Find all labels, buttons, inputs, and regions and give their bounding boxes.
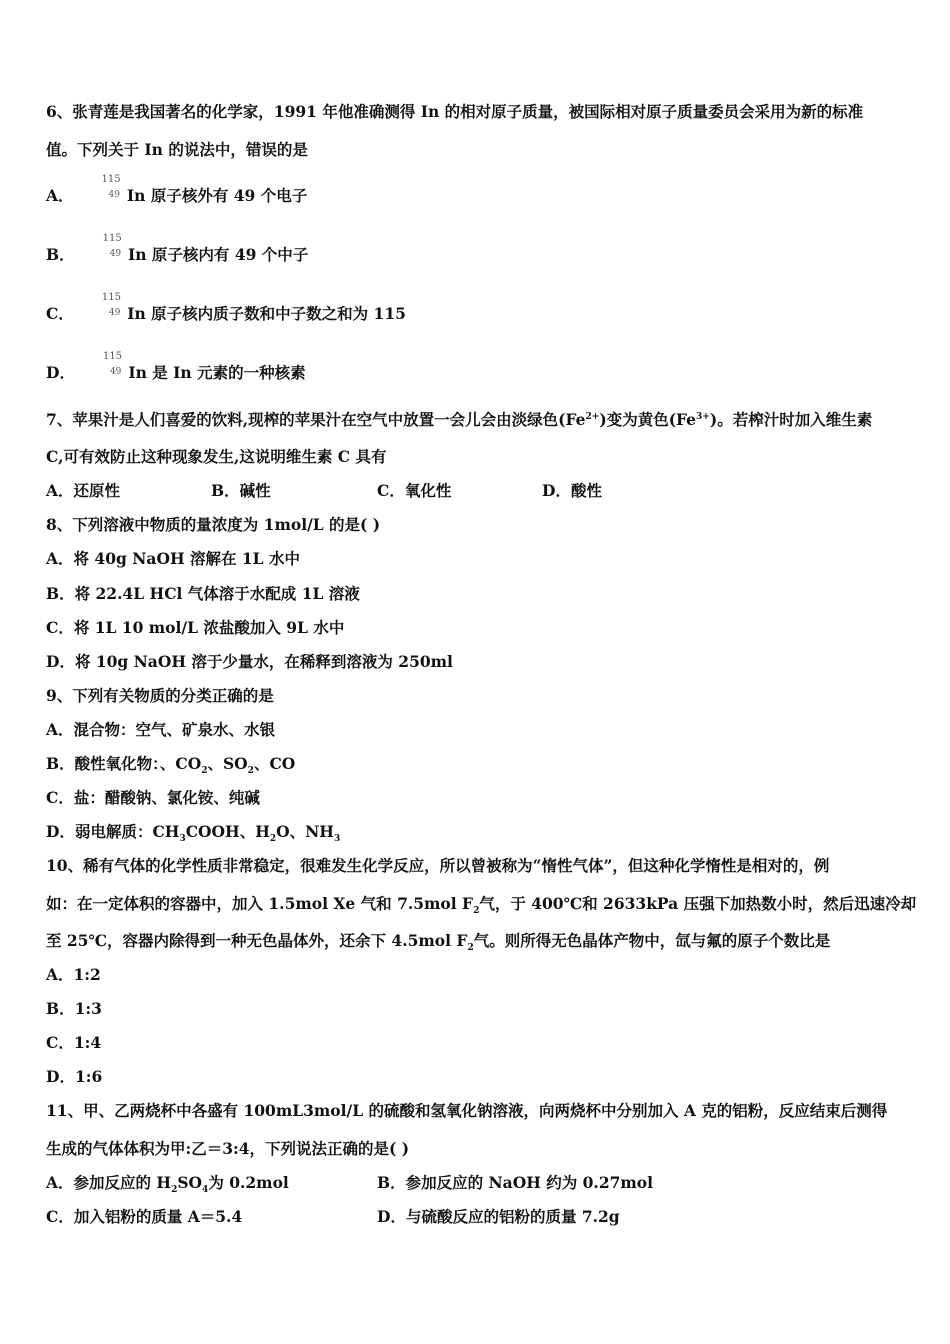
q6-option-b: B． 115 49 In 原子核内有 49 个中子	[46, 233, 309, 264]
q10-option-b: B．1:3	[46, 999, 102, 1018]
q7-option-d: D．酸性	[542, 481, 602, 500]
q8-option-c: C．将 1L 10 mol/L 浓盐酸加入 9L 水中	[46, 618, 345, 637]
q6-option-a: A． 115 49 In 原子核外有 49 个电子	[46, 174, 308, 205]
q8-stem: 8、下列溶液中物质的量浓度为 1mol/L 的是( )	[46, 515, 381, 534]
q7-option-b: B．碱性	[211, 481, 271, 500]
q7-option-a: A．还原性	[46, 481, 121, 500]
q6-stem-line1: 6、张青莲是我国著名的化学家，1991 年他准确测得 In 的相对原子质量，被国际相对原子质量委员会采用为新的标准	[46, 102, 864, 121]
q9-option-b: B．酸性氧化物：、$CO_2$、$SO_2$、CO	[46, 754, 296, 777]
q11-option-a: A．参加反应的 $H_2SO_4$为 0.2mol	[46, 1173, 289, 1196]
q10-option-c: C．1:4	[46, 1033, 102, 1052]
q9-option-c: C．盐：醋酸钠、氯化铵、纯碱	[46, 788, 260, 807]
q6-option-c: C． 115 49 In 原子核内质子数和中子数之和为 115	[46, 292, 406, 323]
nuclide-symbol: 115 49	[101, 174, 121, 200]
q10-option-a: A．1:2	[46, 965, 101, 984]
q11-stem-line1: 11、甲、乙两烧杯中各盛有 100mL3mol/L 的硫酸和氢氧化钠溶液，向两烧杯中分别加入 A 克的铝粉，反应结束后测得	[46, 1101, 888, 1120]
q11-option-b: B．参加反应的 NaOH 约为 0.27mol	[377, 1173, 654, 1192]
q6-stem-line2: 值。下列关于 In 的说法中，错误的是	[46, 140, 308, 159]
q11-option-c: C．加入铝粉的质量 A＝5.4	[46, 1207, 243, 1226]
q10-stem-line2: 如：在一定体积的容器中，加入 1.5mol Xe 气和 7.5mol $F_2$气，于 400℃和 2633kPa 压强下加热数小时，然后迅速冷却	[46, 894, 917, 917]
nuclide-symbol: 115 49	[102, 233, 122, 259]
q9-option-d: D．弱电解质：$CH_3COOH$、$H_2O$、$NH_3$	[46, 822, 341, 845]
q7-stem-line2: C,可有效防止这种现象发生,这说明维生素 C 具有	[46, 447, 387, 466]
nuclide-symbol: 115 49	[101, 292, 121, 318]
q8-option-b: B．将 22.4L HCl 气体溶于水配成 1L 溶液	[46, 584, 360, 603]
q9-option-a: A．混合物：空气、矿泉水、水银	[46, 720, 276, 739]
q8-option-d: D．将 10g NaOH 溶于少量水，在稀释到溶液为 250ml	[46, 652, 453, 671]
q10-stem-line1: 10、稀有气体的化学性质非常稳定，很难发生化学反应，所以曾被称为“惰性气体”，但这种化学惰性是相对的，例	[46, 856, 830, 875]
q6-option-d: D． 115 49 In 是 In 元素的一种核素	[46, 351, 306, 382]
q7-stem-line1: 7、苹果汁是人们喜爱的饮料,现榨的苹果汁在空气中放置一会儿会由淡绿色$(Fe^{2+})$变为黄色$(Fe^{3+})$。若榨汁时加入维生素	[46, 410, 873, 429]
q8-option-a: A．将 40g NaOH 溶解在 1L 水中	[46, 549, 300, 568]
nuclide-symbol: 115 49	[102, 351, 123, 377]
q9-stem: 9、下列有关物质的分类正确的是	[46, 686, 274, 705]
q7-option-c: C．氧化性	[377, 481, 452, 500]
q10-option-d: D．1:6	[46, 1067, 103, 1086]
q11-stem-line2: 生成的气体体积为甲:乙＝3:4，下列说法正确的是( )	[46, 1139, 410, 1158]
q11-option-d: D．与硫酸反应的铝粉的质量 7.2g	[377, 1207, 620, 1226]
q10-stem-line3: 至 25℃，容器内除得到一种无色晶体外，还余下 4.5mol $F_2$气。则所得无色晶体产物中，氙与氟的原子个数比是	[46, 931, 831, 954]
